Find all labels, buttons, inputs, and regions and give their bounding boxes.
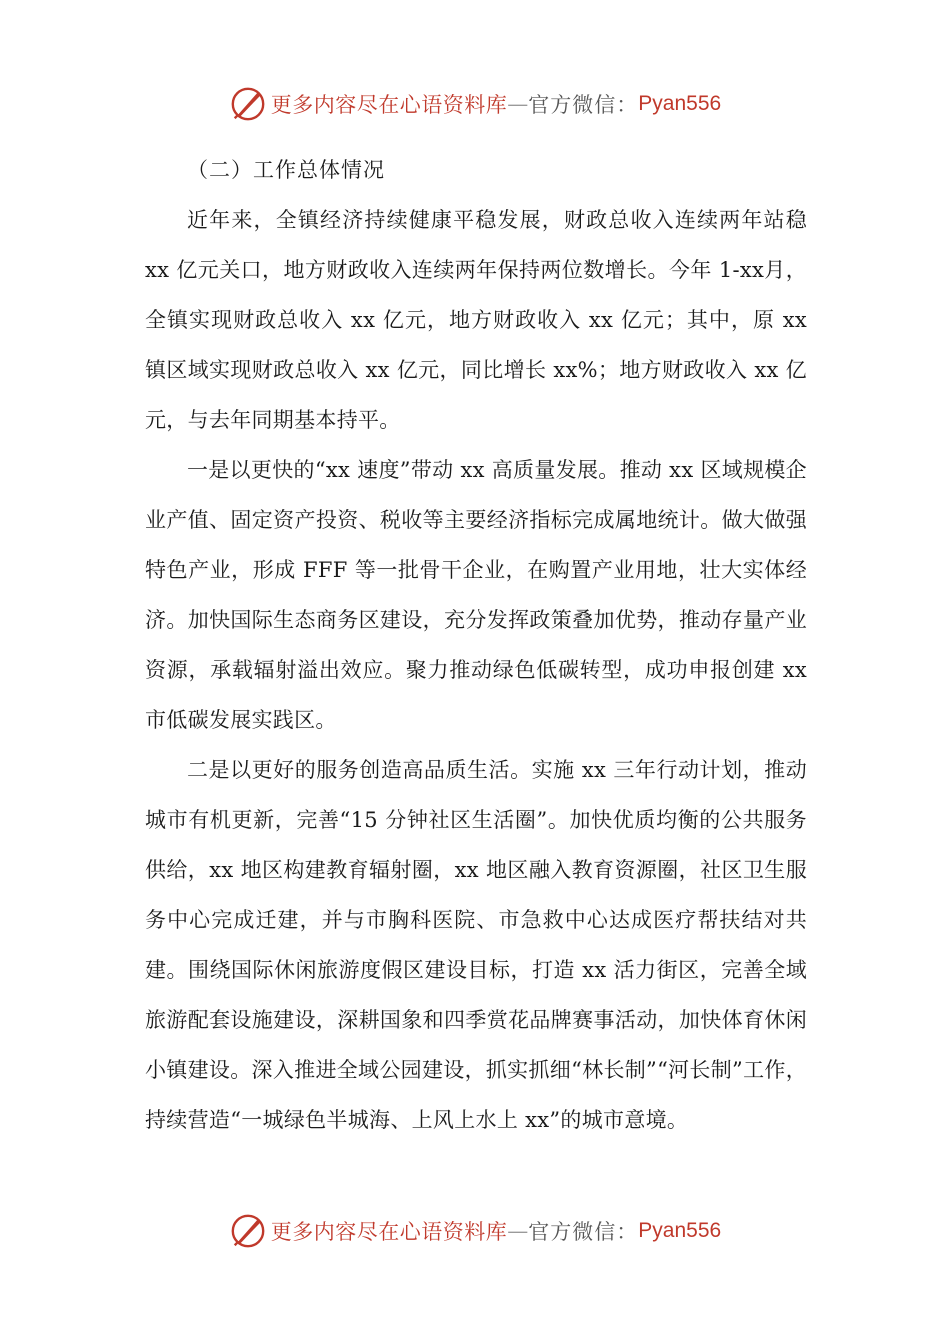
footer-banner — [0, 1211, 950, 1251]
paragraph-economy: 一是以更快的“xx 速度”带动 xx 高质量发展。推动 xx 区域规模企业产值、固定资产投资、税收等主要经济指标完成属地统计。做大做强特色产业，形成 FFF 等一批骨干企业，在购置产业用地，壮大实体经济。加快国际生态商务区建设，充分发挥政策叠加优势，推动存量产业资源，承载辐射溢出效应。聚力推动绿色低碳转型，成功申报创建 xx 市低碳发展实践区。 — [145, 458, 807, 732]
paragraph-overview: 近年来，全镇经济持续健康平稳发展，财政总收入连续两年站稳 xx 亿元关口，地方财政收入连续两年保持两位数增长。今年 1-xx月，全镇实现财政总收入 xx 亿元，地方财政收入 xx 亿元；其中，原 xx 镇区域实现财政总收入 xx 亿元，同比增长 xx%；地方财政收入 xx 亿元，与去年同期基本持平。 — [145, 208, 807, 432]
banner-text: 更多内容尽在心语资料库 — [270, 93, 508, 117]
section-title: （二）工作总体情况 — [187, 158, 385, 182]
banner-text: 更多内容尽在心语资料库 — [270, 1220, 508, 1244]
document-body — [145, 145, 807, 1145]
banner-dash: — — [507, 92, 529, 116]
header-banner — [0, 84, 950, 124]
quill-logo-icon — [229, 85, 267, 123]
banner-wechat-id: Pyan556 — [638, 1219, 722, 1242]
paragraph-services: 二是以更好的服务创造高品质生活。实施 xx 三年行动计划，推动城市有机更新，完善“15 分钟社区生活圈”。加快优质均衡的公共服务供给，xx 地区构建教育辐射圈，xx 地区融入教育资源圈，社区卫生服务中心完成迁建，并与市胸科医院、市急救中心达成医疗帮扶结对共建。围绕国际休闲旅游度假区建设目标，打造 xx 活力街区，完善全域旅游配套设施建设，深耕国象和四季赏花品牌赛事活动，加快体育休闲小镇建设。深入推进全域公园建设，抓实抓细“林长制”“河长制”工作，持续营造“一城绿色半城海、上风上水上 xx”的城市意境。 — [145, 758, 807, 1132]
banner-wechat-label: 官方微信： — [528, 1220, 639, 1244]
banner-wechat-label: 官方微信： — [528, 93, 639, 117]
quill-logo-icon — [229, 1212, 267, 1250]
banner-wechat-id: Pyan556 — [638, 92, 722, 115]
banner-dash: — — [507, 1219, 529, 1243]
